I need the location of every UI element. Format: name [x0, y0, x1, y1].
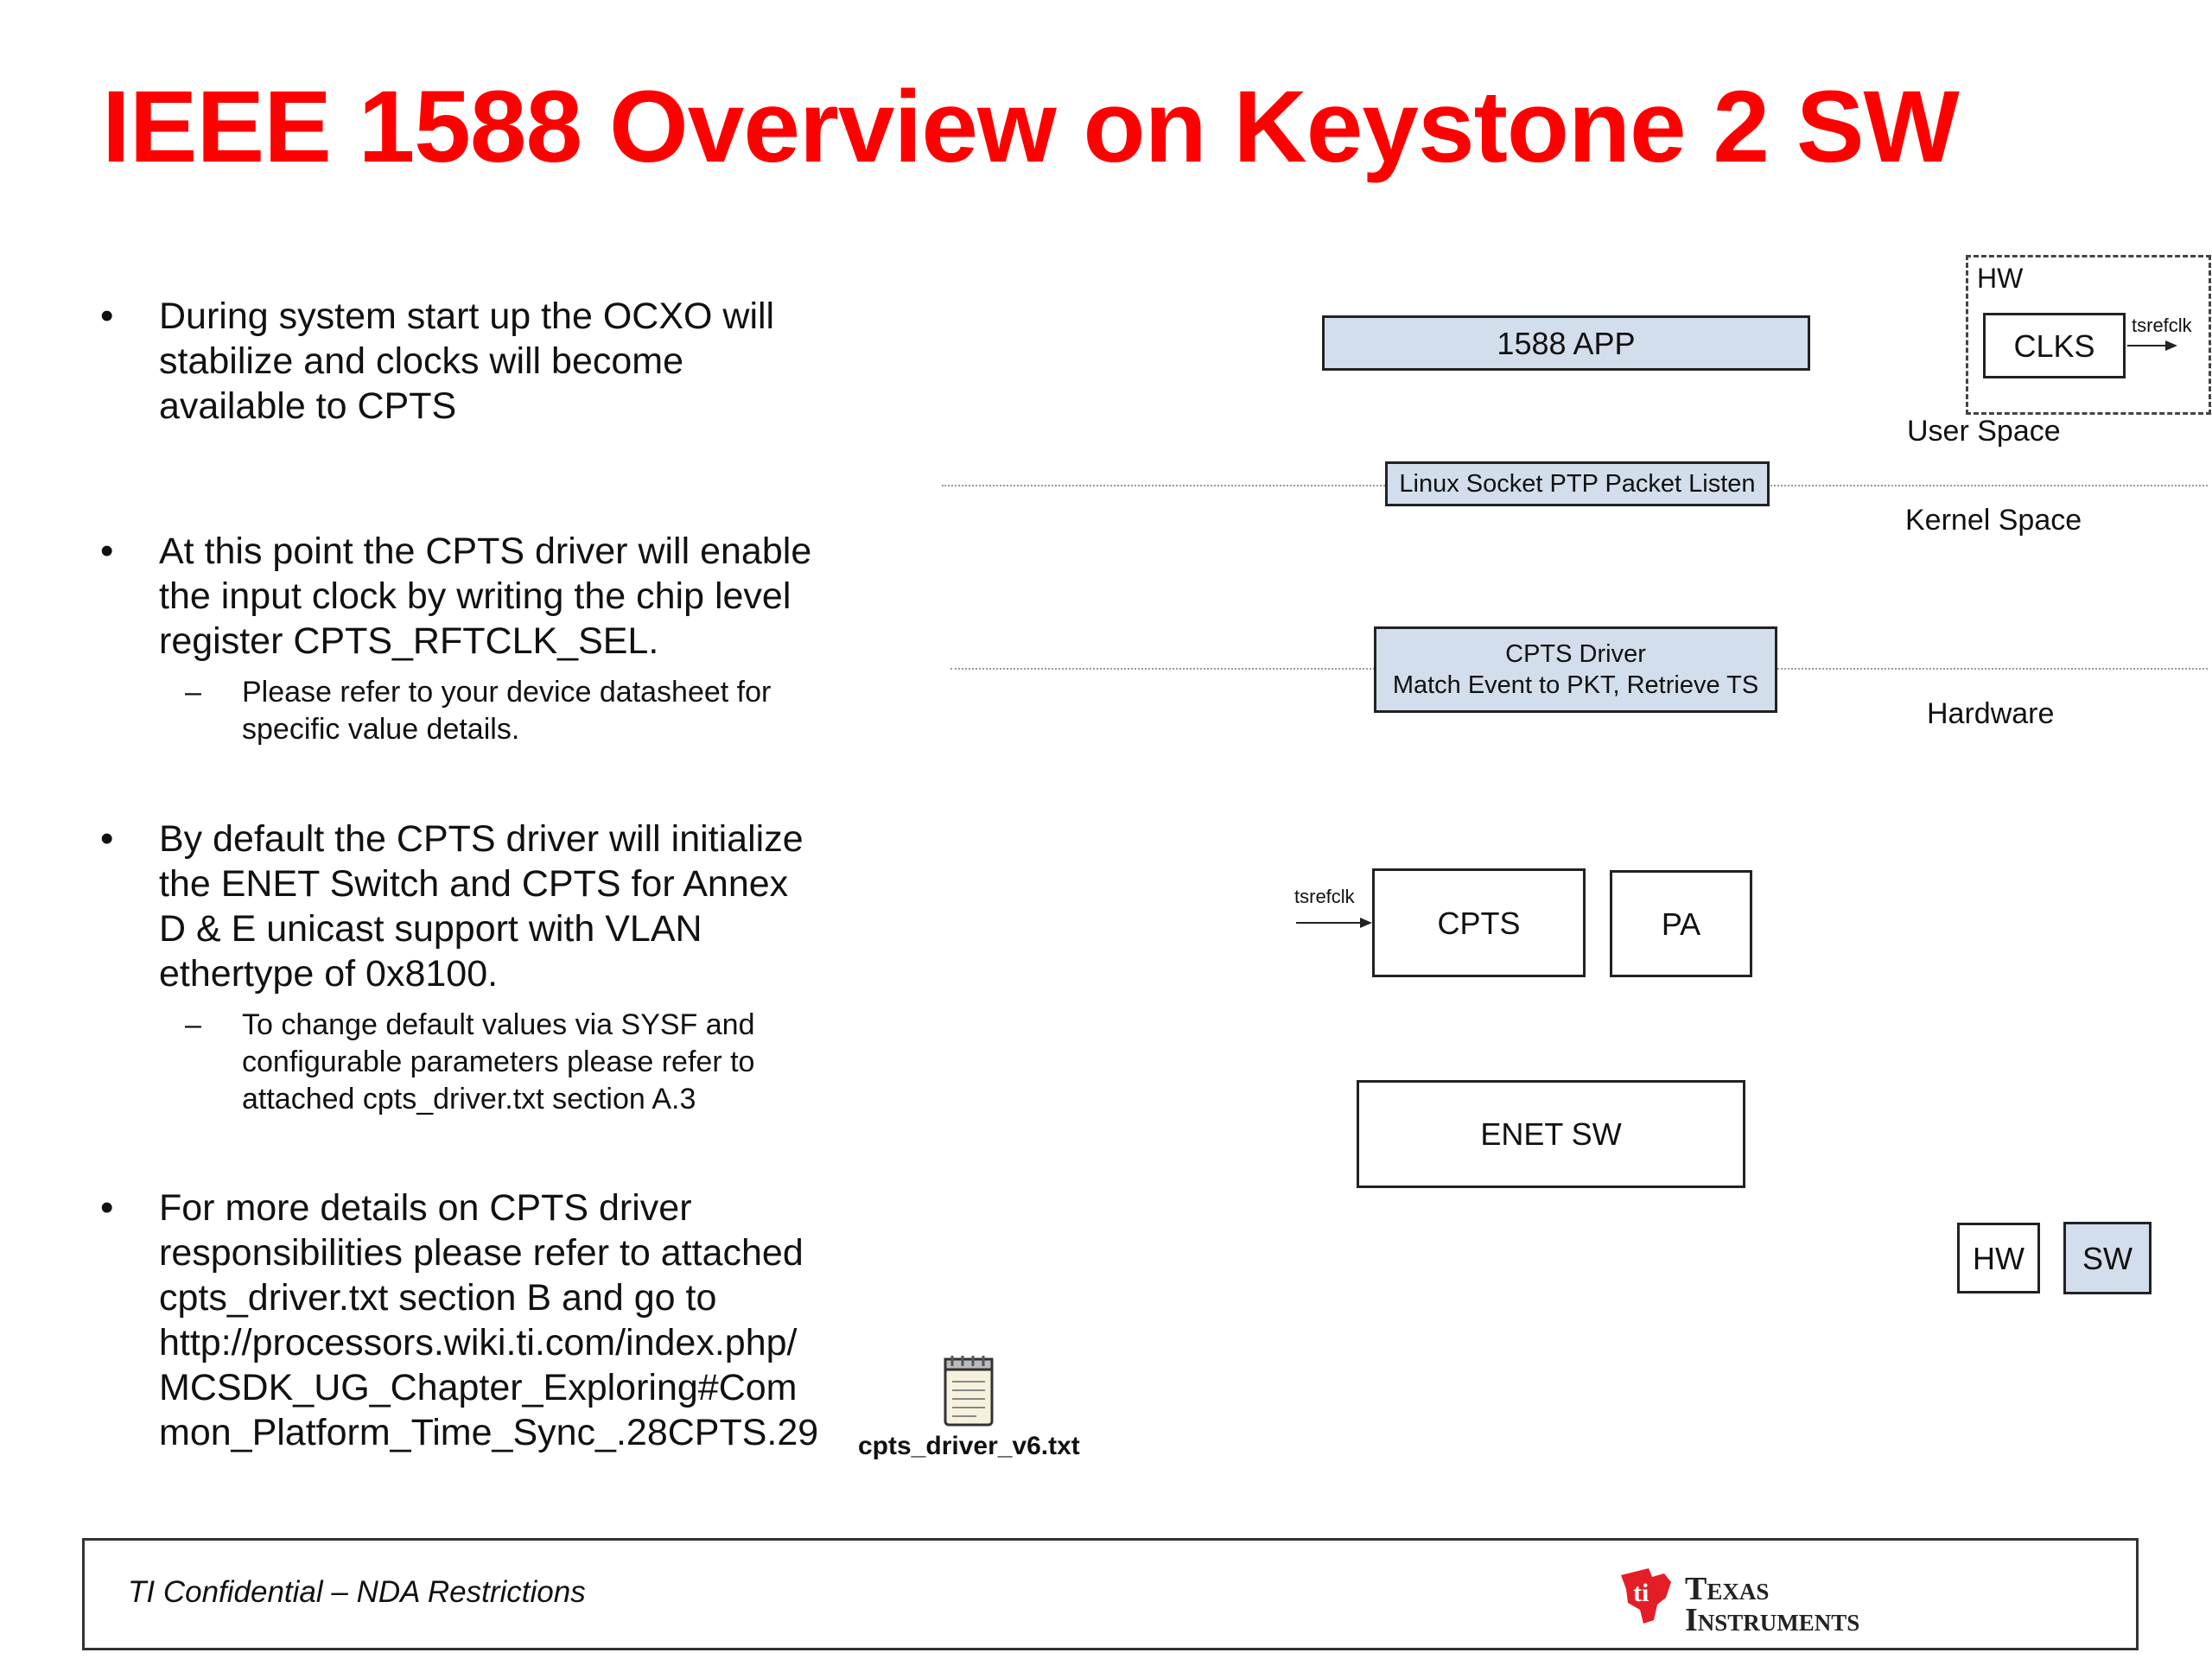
footer-bar [82, 1538, 2139, 1650]
bullet-text: During system start up the OCXO will stabilize and clocks will become available to CPTS [159, 296, 775, 427]
tsrefclk-output-arrow-icon [2127, 337, 2183, 354]
bullet-text: By default the CPTS driver will initialize the ENET Switch and CPTS for Annex D & E unicast support with VLAN ethertype of 0x8100. [159, 818, 804, 995]
texas-instruments-logo-icon [1614, 1560, 1683, 1629]
legend-sw-box: SW [2063, 1222, 2152, 1294]
tsrefclk-input-label: tsrefclk [1294, 886, 1355, 907]
cpts-driver-box [1374, 626, 1777, 713]
linux-socket-box: Linux Socket PTP Packet Listen [1385, 461, 1770, 506]
sub-bullet-text: To change default values via SYSF and configurable parameters please refer to attached cpts_driver.txt section A.3 [242, 1008, 755, 1116]
legend-hw-box: HW [1957, 1223, 2040, 1294]
clks-box: CLKS [1983, 313, 2126, 378]
hw-group-label: HW [1977, 263, 2024, 294]
logo-text-instruments: Instruments [1685, 1602, 1860, 1638]
kernel-space-label: Kernel Space [1905, 504, 2082, 537]
svg-text:ti: ti [1633, 1579, 1649, 1607]
hw-clock-group [1966, 255, 2211, 415]
hardware-label: Hardware [1927, 697, 2055, 730]
sub-bullet-dash: – [185, 1008, 201, 1041]
user-space-label: User Space [1907, 415, 2061, 448]
cpts-box: CPTS [1372, 868, 1586, 977]
sub-bullet-dash: – [185, 676, 201, 709]
logo-text-texas: Texas [1685, 1571, 1770, 1607]
enet-sw-box: ENET SW [1357, 1080, 1745, 1188]
notepad-file-icon [938, 1352, 999, 1430]
confidential-notice: TI Confidential – NDA Restrictions [128, 1575, 586, 1609]
tsrefclk-output-label: tsrefclk [2132, 315, 2192, 336]
sub-bullet-text: Please refer to your device datasheet for specific value details. [242, 676, 772, 746]
bullet-text: At this point the CPTS driver will enable the input clock by writing the chip level register CPTS_RFTCLK_SEL. [159, 531, 812, 662]
tsrefclk-input-arrow-icon [1296, 914, 1374, 931]
app-1588-box: 1588 APP [1322, 315, 1810, 371]
bullet-dot: • [100, 530, 114, 572]
slide-title: IEEE 1588 Overview on Keystone 2 SW [102, 70, 1959, 184]
bullet-dot: • [100, 817, 114, 860]
bullet-dot: • [100, 295, 114, 337]
bullet-text: For more details on CPTS driver responsibilities please refer to attached cpts_driver.txt section B and go to http://processors.wiki.ti.com/index.php/ MCSDK_UG_Chapter_Exploring#Com mon_Platform_Time_Sync_.28CPTS.29 [159, 1187, 819, 1453]
pa-box: PA [1610, 870, 1752, 977]
attachment-file[interactable] [851, 1352, 1093, 1465]
cpts-driver-desc: Match Event to PKT, Retrieve TS [1392, 671, 1759, 699]
cpts-driver-title: CPTS Driver [1505, 639, 1646, 668]
attachment-filename: cpts_driver_v6.txt [858, 1432, 1080, 1460]
bullet-dot: • [100, 1186, 114, 1229]
